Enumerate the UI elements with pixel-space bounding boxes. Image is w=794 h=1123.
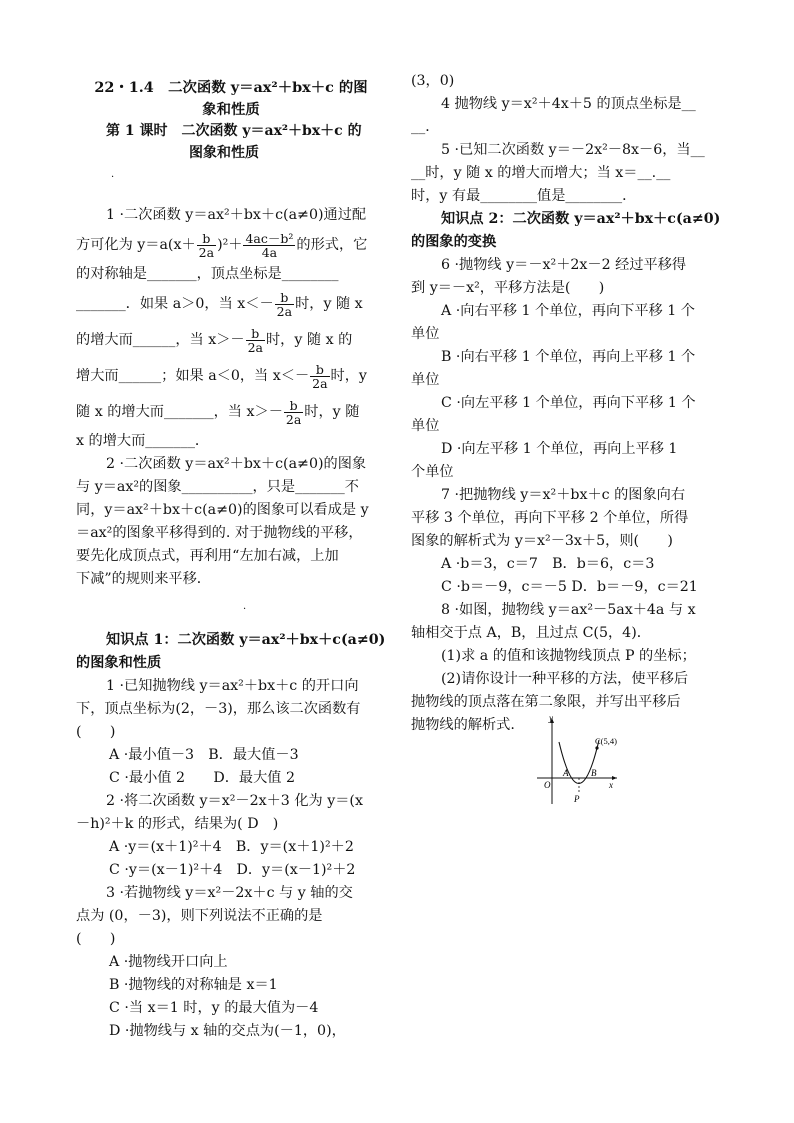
p2-line: 2 ·将二次函数 y＝x²－2x＋3 化为 y＝(x xyxy=(106,793,363,809)
knowledge-point-2-heading-cont: 的图象的变换 xyxy=(411,234,497,250)
p8-line: (2)请你设计一种平移的方法，使平移后 xyxy=(441,671,689,687)
left-column xyxy=(76,76,386,1043)
q1-line xyxy=(76,394,386,430)
p7-option: A ·b＝3，c＝7 B．b＝6，c＝3 xyxy=(441,556,655,572)
fraction-numerator: b xyxy=(284,399,303,413)
q2-line: 与 y＝ax²的图象__________，只是_______不 xyxy=(76,479,359,495)
p3-line: 3 ·若抛物线 y＝x²－2x＋c 与 y 轴的交 xyxy=(106,885,353,901)
fraction-denominator: 4a xyxy=(261,244,278,260)
q2-line: ＝ax²的图象平移得到的. 对于抛物线的平移， xyxy=(76,525,363,541)
fraction-denominator: 2a xyxy=(198,244,215,260)
p1-line: 下，顶点坐标为(2，－3)，那么该二次函数有 xyxy=(76,701,361,717)
right-column xyxy=(411,73,721,737)
p3-option: A ·抛物线开口向上 xyxy=(109,954,228,970)
q1-line xyxy=(76,227,386,263)
p5-line: __时，y 随 x 的增大而增大；当 x＝__.__ xyxy=(411,165,671,181)
spacer xyxy=(76,591,386,629)
q2-line: 2 ·二次函数 y＝ax²＋bx＋c(a≠0)的图象 xyxy=(106,456,367,472)
fraction-numerator: b xyxy=(197,232,216,246)
p8-line: (1)求 a 的值和该抛物线顶点 P 的坐标； xyxy=(441,648,696,664)
p6-option-cont: 单位 xyxy=(411,372,440,388)
lesson-subtitle-cont: 图象和性质 xyxy=(189,145,259,161)
p3-option: B ·抛物线的对称轴是 x＝1 xyxy=(109,977,278,993)
q1-text: 时，y 随 xyxy=(304,404,360,420)
q1-text: )²＋ xyxy=(217,237,243,253)
fraction xyxy=(243,232,295,259)
fraction xyxy=(197,232,216,259)
p3-line: ( ) xyxy=(76,931,116,947)
fraction-numerator: 4ac－b² xyxy=(245,230,294,246)
p6-option: B ·向右平移 1 个单位，再向上平移 1 个 xyxy=(441,349,696,365)
p1-option: C ·最小值 2 D．最大值 2 xyxy=(109,770,296,786)
p8-line: 8 ·如图，抛物线 y＝ax²－5ax＋4a 与 x xyxy=(441,602,696,618)
fraction xyxy=(310,363,329,390)
p1-line: 1 ·已知抛物线 y＝ax²＋bx＋c 的开口向 xyxy=(106,678,359,694)
stray-dot: · xyxy=(111,172,115,183)
q1-line: 1 ·二次函数 y＝ax²＋bx＋c(a≠0)通过配 xyxy=(106,207,367,223)
p7-line: 图象的解析式为 y＝x²－3x＋5，则( ) xyxy=(411,533,673,549)
p4-line: __． xyxy=(411,119,440,135)
p7-line: 7 ·把抛物线 y＝x²＋bx＋c 的图象向右 xyxy=(441,487,686,503)
origin-label: O xyxy=(544,780,551,790)
q1-text: 的形式，它 xyxy=(296,237,368,253)
p3-option: D ·抛物线与 x 轴的交点为(－1，0)， xyxy=(109,1023,346,1039)
knowledge-point-1-heading-cont: 的图象和性质 xyxy=(76,655,162,671)
p1-option: A ·最小值－3 B．最大值－3 xyxy=(109,747,299,763)
p7-option: C ·b＝－9，c＝－5 D．b＝－9，c＝21 xyxy=(441,579,698,595)
lesson-title: 22・1.4 二次函数 y＝ax²＋bx＋c 的图 xyxy=(94,79,368,96)
fraction xyxy=(246,327,265,354)
point-c xyxy=(595,746,598,749)
stray-dot: · xyxy=(243,604,247,615)
point-b-label: B xyxy=(591,768,597,778)
fraction-denominator: 2a xyxy=(276,303,293,319)
y-axis-label: y xyxy=(549,713,553,723)
p8-line: 抛物线的顶点落在第二象限，并写出平移后 xyxy=(411,694,681,710)
x-axis-label: x xyxy=(609,780,613,790)
fraction-denominator: 2a xyxy=(285,411,302,427)
q1-line: x 的增大而_______． xyxy=(76,433,210,449)
p1-line: ( ) xyxy=(76,724,116,740)
p8-line: 轴相交于点 A，B，且过点 C(5，4)． xyxy=(411,625,651,641)
q1-text: _______．如果 a＞0，当 x＜－ xyxy=(76,296,274,312)
p3-continued: (3，0) xyxy=(411,73,455,89)
p7-line: 平移 3 个单位，再向下平移 2 个单位，所得 xyxy=(411,510,689,526)
parabola-figure xyxy=(533,712,623,807)
q1-text: 时，y xyxy=(330,368,367,384)
p2-line: －h)²＋k 的形式，结果为( D ) xyxy=(76,816,279,832)
fraction-denominator: 2a xyxy=(247,339,263,355)
q1-text: 时，y 随 x xyxy=(295,296,363,312)
fraction xyxy=(275,291,294,318)
p6-option-cont: 单位 xyxy=(411,418,440,434)
knowledge-point-2-heading: 知识点 2：二次函数 y＝ax²＋bx＋c(a≠0) xyxy=(441,211,721,227)
fraction-numerator: b xyxy=(310,363,329,377)
lesson-title-cont: 象和性质 xyxy=(202,101,260,118)
q1-line xyxy=(76,286,386,322)
q1-text: 的增大而______，当 x＞－ xyxy=(76,332,245,348)
p6-option-cont: 单位 xyxy=(411,326,440,342)
p3-option: C ·当 x＝1 时，y 的最大值为－4 xyxy=(109,1000,319,1016)
q1-line xyxy=(76,322,386,358)
p6-option-cont: 个单位 xyxy=(411,464,454,480)
q1-text: 增大而______；如果 a＜0，当 x＜－ xyxy=(76,368,310,384)
p6-line: 到 y＝－x²，平移方法是( ) xyxy=(411,280,605,296)
p6-option: A ·向右平移 1 个单位，再向下平移 1 个 xyxy=(441,303,695,319)
p2-option: C ·y＝(x－1)²＋4 D．y＝(x－1)²＋2 xyxy=(109,862,356,878)
point-p-label: P xyxy=(574,794,580,804)
knowledge-point-1-heading: 知识点 1：二次函数 y＝ax²＋bx＋c(a≠0) xyxy=(106,632,386,648)
q1-text: 方可化为 y＝a(x＋ xyxy=(76,237,196,253)
lesson-subtitle: 第 1 课时 二次函数 y＝ax²＋bx＋c 的 xyxy=(106,123,362,139)
p6-option: D ·向左平移 1 个单位，再向上平移 1 xyxy=(441,441,678,457)
point-a-label: A xyxy=(563,768,569,778)
fraction xyxy=(284,399,303,426)
p8-line: 抛物线的解析式. xyxy=(411,717,515,733)
point-c-label: C(5,4) xyxy=(595,736,617,746)
p5-line: 时，y 有最________值是________． xyxy=(411,188,637,204)
q1-text: 时，y 随 x 的 xyxy=(265,332,353,348)
q2-line: 同，y＝ax²＋bx＋c(a≠0)的图象可以看成是 y xyxy=(76,502,369,518)
q1-text: 随 x 的增大而_______，当 x＞－ xyxy=(76,404,283,420)
fraction-denominator: 2a xyxy=(312,375,328,391)
q2-line: 下减”的规则来平移． xyxy=(76,571,211,587)
q2-line: 要先化成顶点式，再利用“左加右减，上加 xyxy=(76,548,339,564)
p5-line: 5 ·已知二次函数 y＝－2x²－8x－6，当__ xyxy=(441,142,705,158)
p3-line: 点为 (0，－3)，则下列说法不正确的是 xyxy=(76,908,323,924)
q1-line: 的对称轴是_______，顶点坐标是________ xyxy=(76,266,339,282)
p4-line: 4 抛物线 y＝x²＋4x＋5 的顶点坐标是__ xyxy=(441,96,696,112)
fraction-numerator: b xyxy=(275,291,294,305)
q1-line xyxy=(76,358,386,394)
spacer xyxy=(76,164,386,204)
p6-option: C ·向左平移 1 个单位，再向下平移 1 个 xyxy=(441,395,696,411)
p6-line: 6 ·抛物线 y＝－x²＋2x－2 经过平移得 xyxy=(441,257,687,273)
fraction-numerator: b xyxy=(246,327,265,341)
p2-option: A ·y＝(x＋1)²＋4 B．y＝(x＋1)²＋2 xyxy=(109,839,354,855)
